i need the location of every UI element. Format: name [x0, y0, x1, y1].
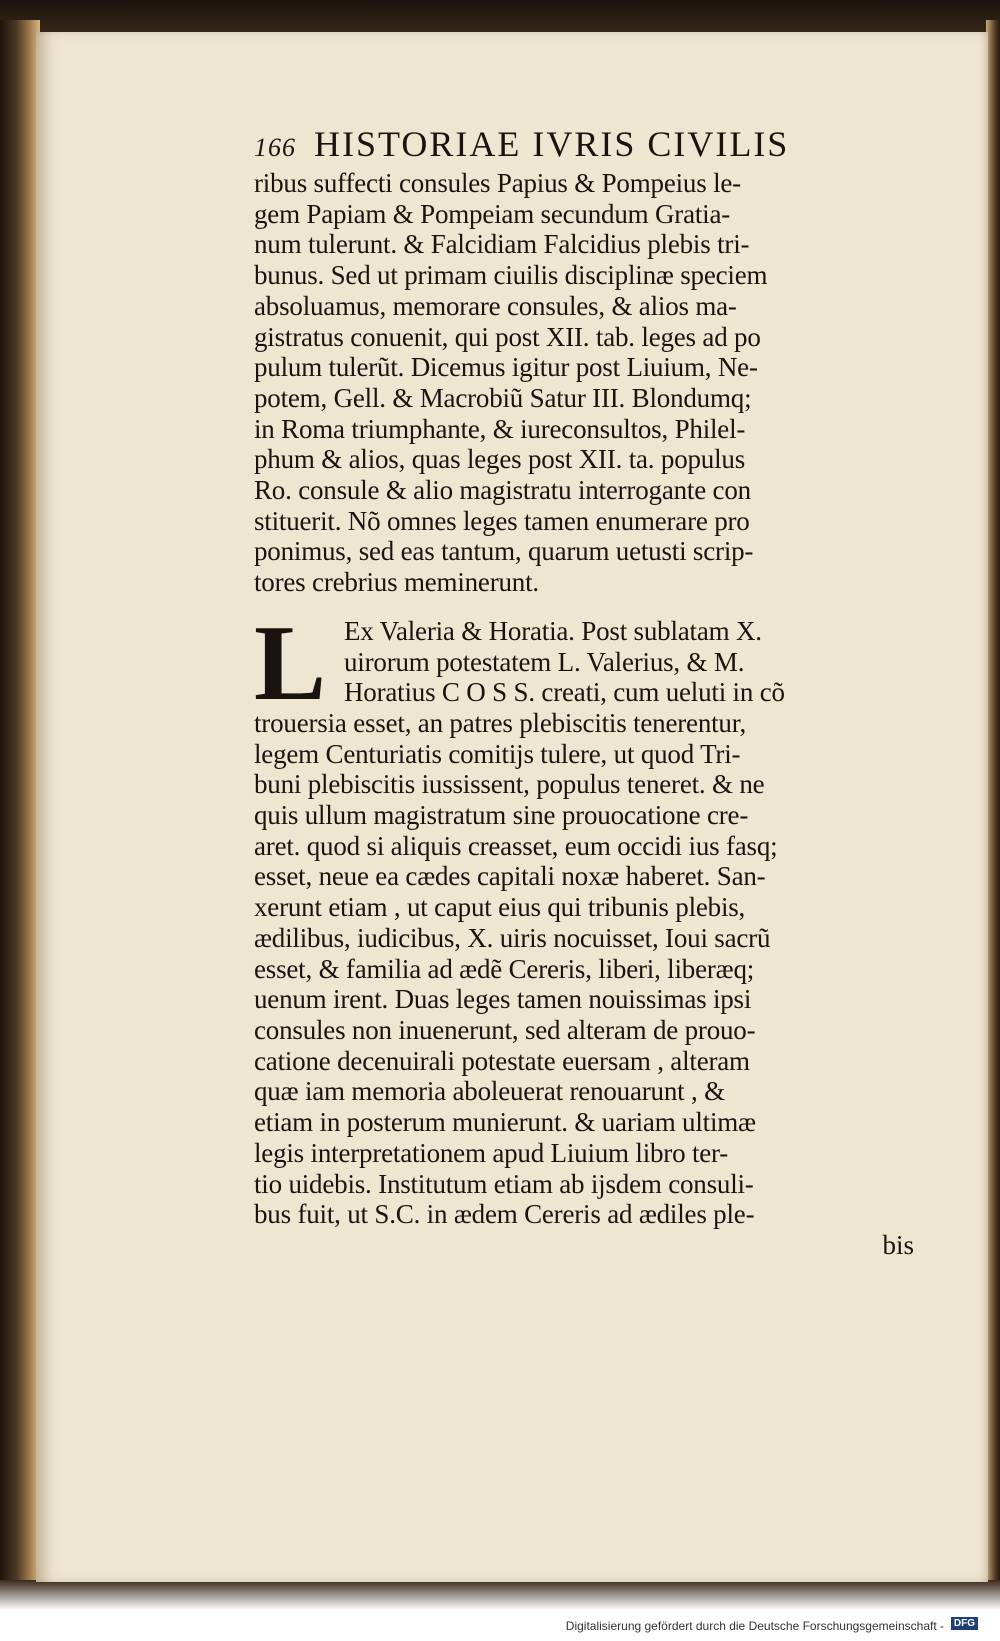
page-header: [254, 124, 914, 168]
text-line: uirorum potestatem L. Valerius, & M.: [344, 646, 745, 677]
text-line: phum & alios, quas leges post XII. ta. populus: [254, 444, 745, 475]
text-line: num tulerunt. & Falcidiam Falcidius plebis tri-: [254, 229, 750, 260]
catchword: bis: [882, 1229, 914, 1260]
text-line: bunus. Sed ut primam ciuilis disciplinæ speciem: [254, 260, 768, 291]
text-line: consules non inuenerunt, sed alteram de prouo-: [254, 1014, 756, 1045]
text-line: aret. quod si aliquis creasset, eum occidi ius fasq;: [254, 830, 778, 861]
book-page: [36, 32, 988, 1582]
text-line: xerunt etiam , ut caput eius qui tribunis plebis,: [254, 892, 746, 923]
text-line: ponimus, sed eas tantum, quarum uetusti scrip-: [254, 536, 754, 567]
scan-background-bottom: [0, 1580, 1000, 1610]
text-line: ædilibus, iudicibus, X. uiris nocuisset, Ioui sacrũ: [254, 922, 771, 953]
footer-credit: Digitalisierung gefördert durch die Deutsche Forschungsgemeinschaft -: [565, 1619, 944, 1633]
digitization-footer: [0, 1610, 1000, 1641]
text-line: legis interpretationem apud Liuium libro ter-: [254, 1137, 729, 1168]
text-line: ribus suffecti consules Papius & Pompeius le-: [254, 168, 741, 198]
text-line: tio uidebis. Institutum etiam ab ijsdem consuli-: [254, 1168, 754, 1199]
paragraph-gap: [254, 598, 914, 616]
text-line: trouersia esset, an patres plebiscitis tenerentur,: [254, 707, 746, 738]
text-line: bus fuit, ut S.C. in ædem Cereris ad ædiles ple-: [254, 1199, 755, 1230]
text-line: pulum tulerũt. Dicemus igitur post Liuium, Ne-: [254, 352, 758, 383]
decorated-initial: L: [254, 603, 327, 723]
folio-number: 166: [254, 133, 296, 162]
text-line: quæ iam memoria aboleuerat renouarunt , &: [254, 1076, 725, 1107]
text-line: esset, neue ea cædes capitali noxæ haberet. San-: [254, 861, 766, 892]
text-line: catione decenuirali potestate euersam , alteram: [254, 1045, 750, 1076]
scan-background-top: [0, 0, 1000, 36]
text-line: in Roma triumphante, & iureconsultos, Philel-: [254, 413, 746, 444]
text-line: Ex Valeria & Horatia. Post sublatam X.: [344, 615, 762, 646]
dfg-logo: DFG: [951, 1617, 978, 1630]
text-line: uenum irent. Duas leges tamen nouissimas ipsi: [254, 984, 752, 1015]
text-line: Ro. consule & alio magistratu interrogante con: [254, 475, 751, 506]
text-block: [254, 124, 914, 1260]
page-edge-right: [986, 20, 1000, 1580]
book-spine: [0, 20, 40, 1580]
paragraph-lex-valeria: [254, 603, 914, 1260]
text-line: buni plebiscitis iussissent, populus teneret. & ne: [254, 769, 765, 800]
text-line: Horatius C O S S. creati, cum ueluti in cõ: [344, 677, 785, 708]
text-line: potem, Gell. & Macrobiũ Satur III. Blondumq;: [254, 382, 752, 413]
text-line: esset, & familia ad ædẽ Cereris, liberi, liberæq;: [254, 953, 755, 984]
text-line: gem Papiam & Pompeiam secundum Gratia-: [254, 198, 731, 229]
text-line: absoluamus, memorare consules, & alios ma-: [254, 290, 737, 321]
text-line: etiam in posterum munierunt. & uariam ultimæ: [254, 1107, 756, 1138]
text-line: tores crebrius meminerunt.: [254, 567, 539, 598]
text-line: gistratus conuenit, qui post XII. tab. leges ad po: [254, 321, 761, 352]
text-line: legem Centuriatis comitijs tulere, ut quod Tri-: [254, 738, 741, 769]
text-line: stituerit. Nõ omnes leges tamen enumerare pro: [254, 505, 750, 536]
running-head: HISTORIAE IVRIS CIVILIS: [314, 124, 790, 164]
text-line: quis ullum magistratum sine prouocatione cre-: [254, 800, 749, 831]
paragraph-intro: [254, 168, 914, 598]
